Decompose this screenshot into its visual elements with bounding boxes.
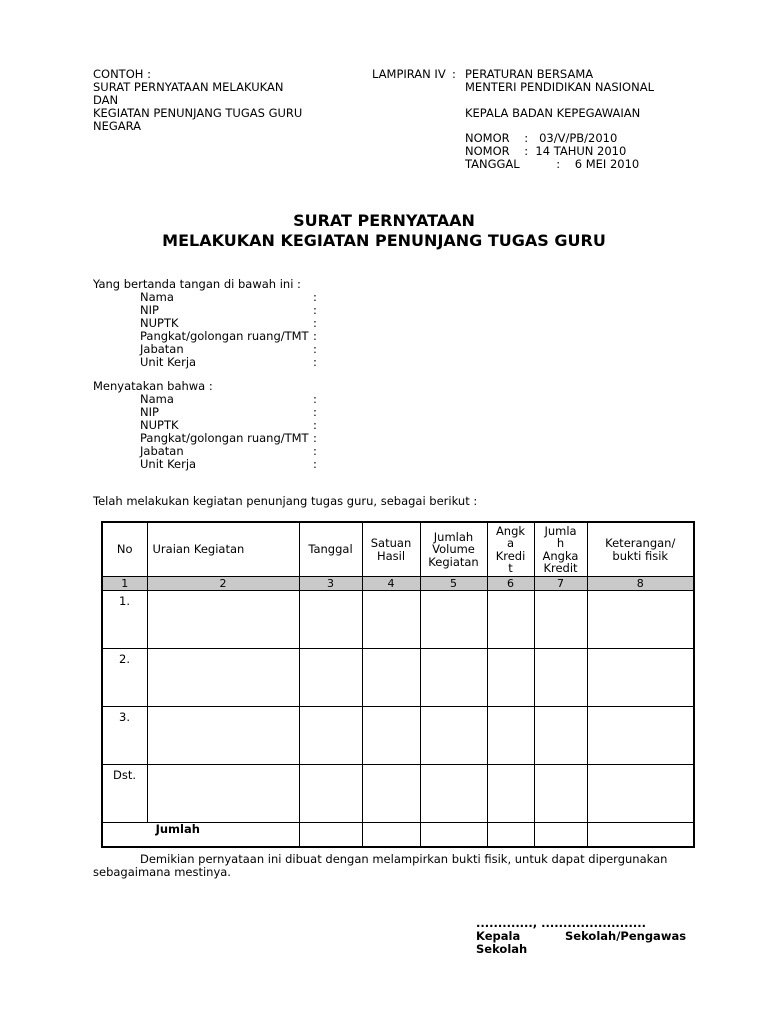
regulation-line: KEPALA BADAN KEPEGAWAIAN — [465, 106, 641, 120]
column-number: 6 — [487, 577, 534, 591]
table-cell — [299, 649, 362, 707]
field-label: Unit Kerja — [140, 355, 197, 369]
field-label: NIP — [140, 405, 159, 419]
signature-role: Sekolah — [476, 942, 528, 956]
header-line: Kredit — [543, 561, 578, 575]
activity-table — [101, 521, 695, 848]
field-label: Pangkat/golongan ruang/TMT — [140, 431, 309, 445]
table-cell — [362, 765, 420, 823]
header-line: Angka — [542, 548, 579, 563]
table-cell — [534, 765, 587, 823]
document-subtitle: MELAKUKAN KEGIATAN PENUNJANG TUGAS GURU — [162, 231, 606, 250]
field-colon: : — [313, 342, 317, 356]
table-total-row — [102, 823, 694, 848]
field-colon: : — [313, 355, 317, 369]
header-satuan — [362, 522, 420, 577]
table-cell — [362, 823, 420, 848]
table-cell — [299, 823, 362, 848]
table-cell — [420, 707, 487, 765]
column-number: 1 — [102, 577, 147, 591]
table-cell — [362, 707, 420, 765]
tanggal-line: TANGGAL : 6 MEI 2010 — [465, 157, 640, 171]
table-cell — [487, 649, 534, 707]
column-number: 3 — [299, 577, 362, 591]
header-line: Keterangan/ — [605, 536, 676, 550]
closing-line: Demikian pernyataan ini dibuat dengan melampirkan bukti fisik, untuk dapat dipergunakan — [140, 852, 668, 866]
header-line: a — [506, 536, 515, 550]
header-line: Kredi — [495, 548, 526, 563]
field-colon: : — [313, 316, 317, 330]
table-cell — [487, 591, 534, 649]
field-label: NUPTK — [140, 316, 179, 330]
field-label: Unit Kerja — [140, 457, 197, 471]
field-label: Nama — [140, 392, 174, 406]
header-jumlah-volume — [420, 522, 487, 577]
document-title: SURAT PERNYATAAN — [293, 211, 475, 230]
table-cell — [534, 649, 587, 707]
regulation-line: PERATURAN BERSAMA — [465, 67, 594, 81]
field-colon: : — [313, 457, 317, 471]
table-cell — [362, 591, 420, 649]
table-cell — [420, 591, 487, 649]
table-cell — [587, 707, 694, 765]
table-cell — [534, 823, 587, 848]
column-number: 7 — [534, 577, 587, 591]
table-cell — [147, 591, 299, 649]
table-row — [102, 765, 694, 823]
header-line: Angk — [495, 523, 526, 538]
table-cell — [420, 765, 487, 823]
table-cell — [587, 591, 694, 649]
table-row — [102, 591, 694, 649]
header-line: Hasil — [376, 548, 406, 563]
header-no: No — [102, 522, 147, 577]
table-cell — [534, 591, 587, 649]
total-label: Jumlah — [102, 823, 299, 848]
column-number: 5 — [420, 577, 487, 591]
table-cell — [487, 765, 534, 823]
field-label: Pangkat/golongan ruang/TMT — [140, 329, 309, 343]
field-colon: : — [313, 392, 317, 406]
header-keterangan — [587, 522, 694, 577]
signature-role: Kepala — [476, 929, 521, 943]
header-left-line: KEGIATAN PENUNJANG TUGAS GURU — [93, 106, 303, 120]
header-tanggal: Tanggal — [299, 522, 362, 577]
column-number: 4 — [362, 577, 420, 591]
header-line: Jumlah — [433, 529, 474, 544]
field-colon: : — [313, 329, 317, 343]
section2-intro: Menyatakan bahwa : — [93, 379, 213, 393]
field-label: Jabatan — [140, 342, 184, 356]
field-label: NUPTK — [140, 418, 179, 432]
section1-intro: Yang bertanda tangan di bawah ini : — [93, 277, 301, 291]
closing-line: sebagaimana mestinya. — [93, 865, 231, 879]
table-cell — [487, 707, 534, 765]
row-number: 3. — [102, 707, 147, 765]
nomor-line: NOMOR : 03/V/PB/2010 — [465, 131, 618, 145]
lampiran-label: LAMPIRAN IV — [372, 67, 446, 81]
header-line: t — [508, 561, 513, 575]
table-cell — [147, 707, 299, 765]
header-left-line: SURAT PERNYATAAN MELAKUKAN — [93, 80, 284, 94]
table-number-row — [102, 577, 694, 591]
field-label: Jabatan — [140, 444, 184, 458]
regulation-line: MENTERI PENDIDIKAN NASIONAL — [465, 80, 654, 94]
row-number: Dst. — [102, 765, 147, 823]
header-left-line: CONTOH : — [93, 67, 151, 81]
table-row — [102, 649, 694, 707]
field-colon: : — [313, 431, 317, 445]
field-colon: : — [313, 418, 317, 432]
table-cell — [587, 823, 694, 848]
header-line: Satuan — [370, 536, 412, 550]
row-number: 1. — [102, 591, 147, 649]
table-header-row — [102, 522, 694, 577]
table-cell — [534, 707, 587, 765]
header-line: bukti fisik — [612, 548, 669, 563]
header-angka-kredit — [487, 522, 534, 577]
table-intro: Telah melakukan kegiatan penunjang tugas guru, sebagai berikut : — [93, 494, 478, 508]
table-row — [102, 707, 694, 765]
table-cell — [299, 707, 362, 765]
header-line: Kegiatan — [428, 554, 479, 569]
lampiran-colon: : — [452, 67, 456, 81]
field-label: Nama — [140, 290, 174, 304]
field-colon: : — [313, 303, 317, 317]
header-line: h — [556, 536, 565, 550]
column-number: 2 — [147, 577, 299, 591]
column-number: 8 — [587, 577, 694, 591]
table-cell — [487, 823, 534, 848]
header-jumlah-angka — [534, 522, 587, 577]
table-cell — [362, 649, 420, 707]
signature-role: Sekolah/Pengawas — [565, 929, 687, 943]
field-colon: : — [313, 444, 317, 458]
table-cell — [587, 765, 694, 823]
header-uraian: Uraian Kegiatan — [147, 522, 299, 577]
table-cell — [587, 649, 694, 707]
table-cell — [420, 823, 487, 848]
nomor-line: NOMOR : 14 TAHUN 2010 — [465, 144, 627, 158]
field-colon: : — [313, 290, 317, 304]
header-left-line: NEGARA — [93, 119, 142, 133]
table-cell — [420, 649, 487, 707]
table-cell — [299, 765, 362, 823]
header-line: Jumla — [544, 523, 577, 538]
table-cell — [299, 591, 362, 649]
signature-place-date: ............., ........................ — [476, 916, 647, 930]
field-colon: : — [313, 405, 317, 419]
table-cell — [147, 765, 299, 823]
field-label: NIP — [140, 303, 159, 317]
header-line: Volume — [432, 542, 475, 557]
header-left-line: DAN — [93, 93, 119, 107]
row-number: 2. — [102, 649, 147, 707]
table-cell — [147, 649, 299, 707]
